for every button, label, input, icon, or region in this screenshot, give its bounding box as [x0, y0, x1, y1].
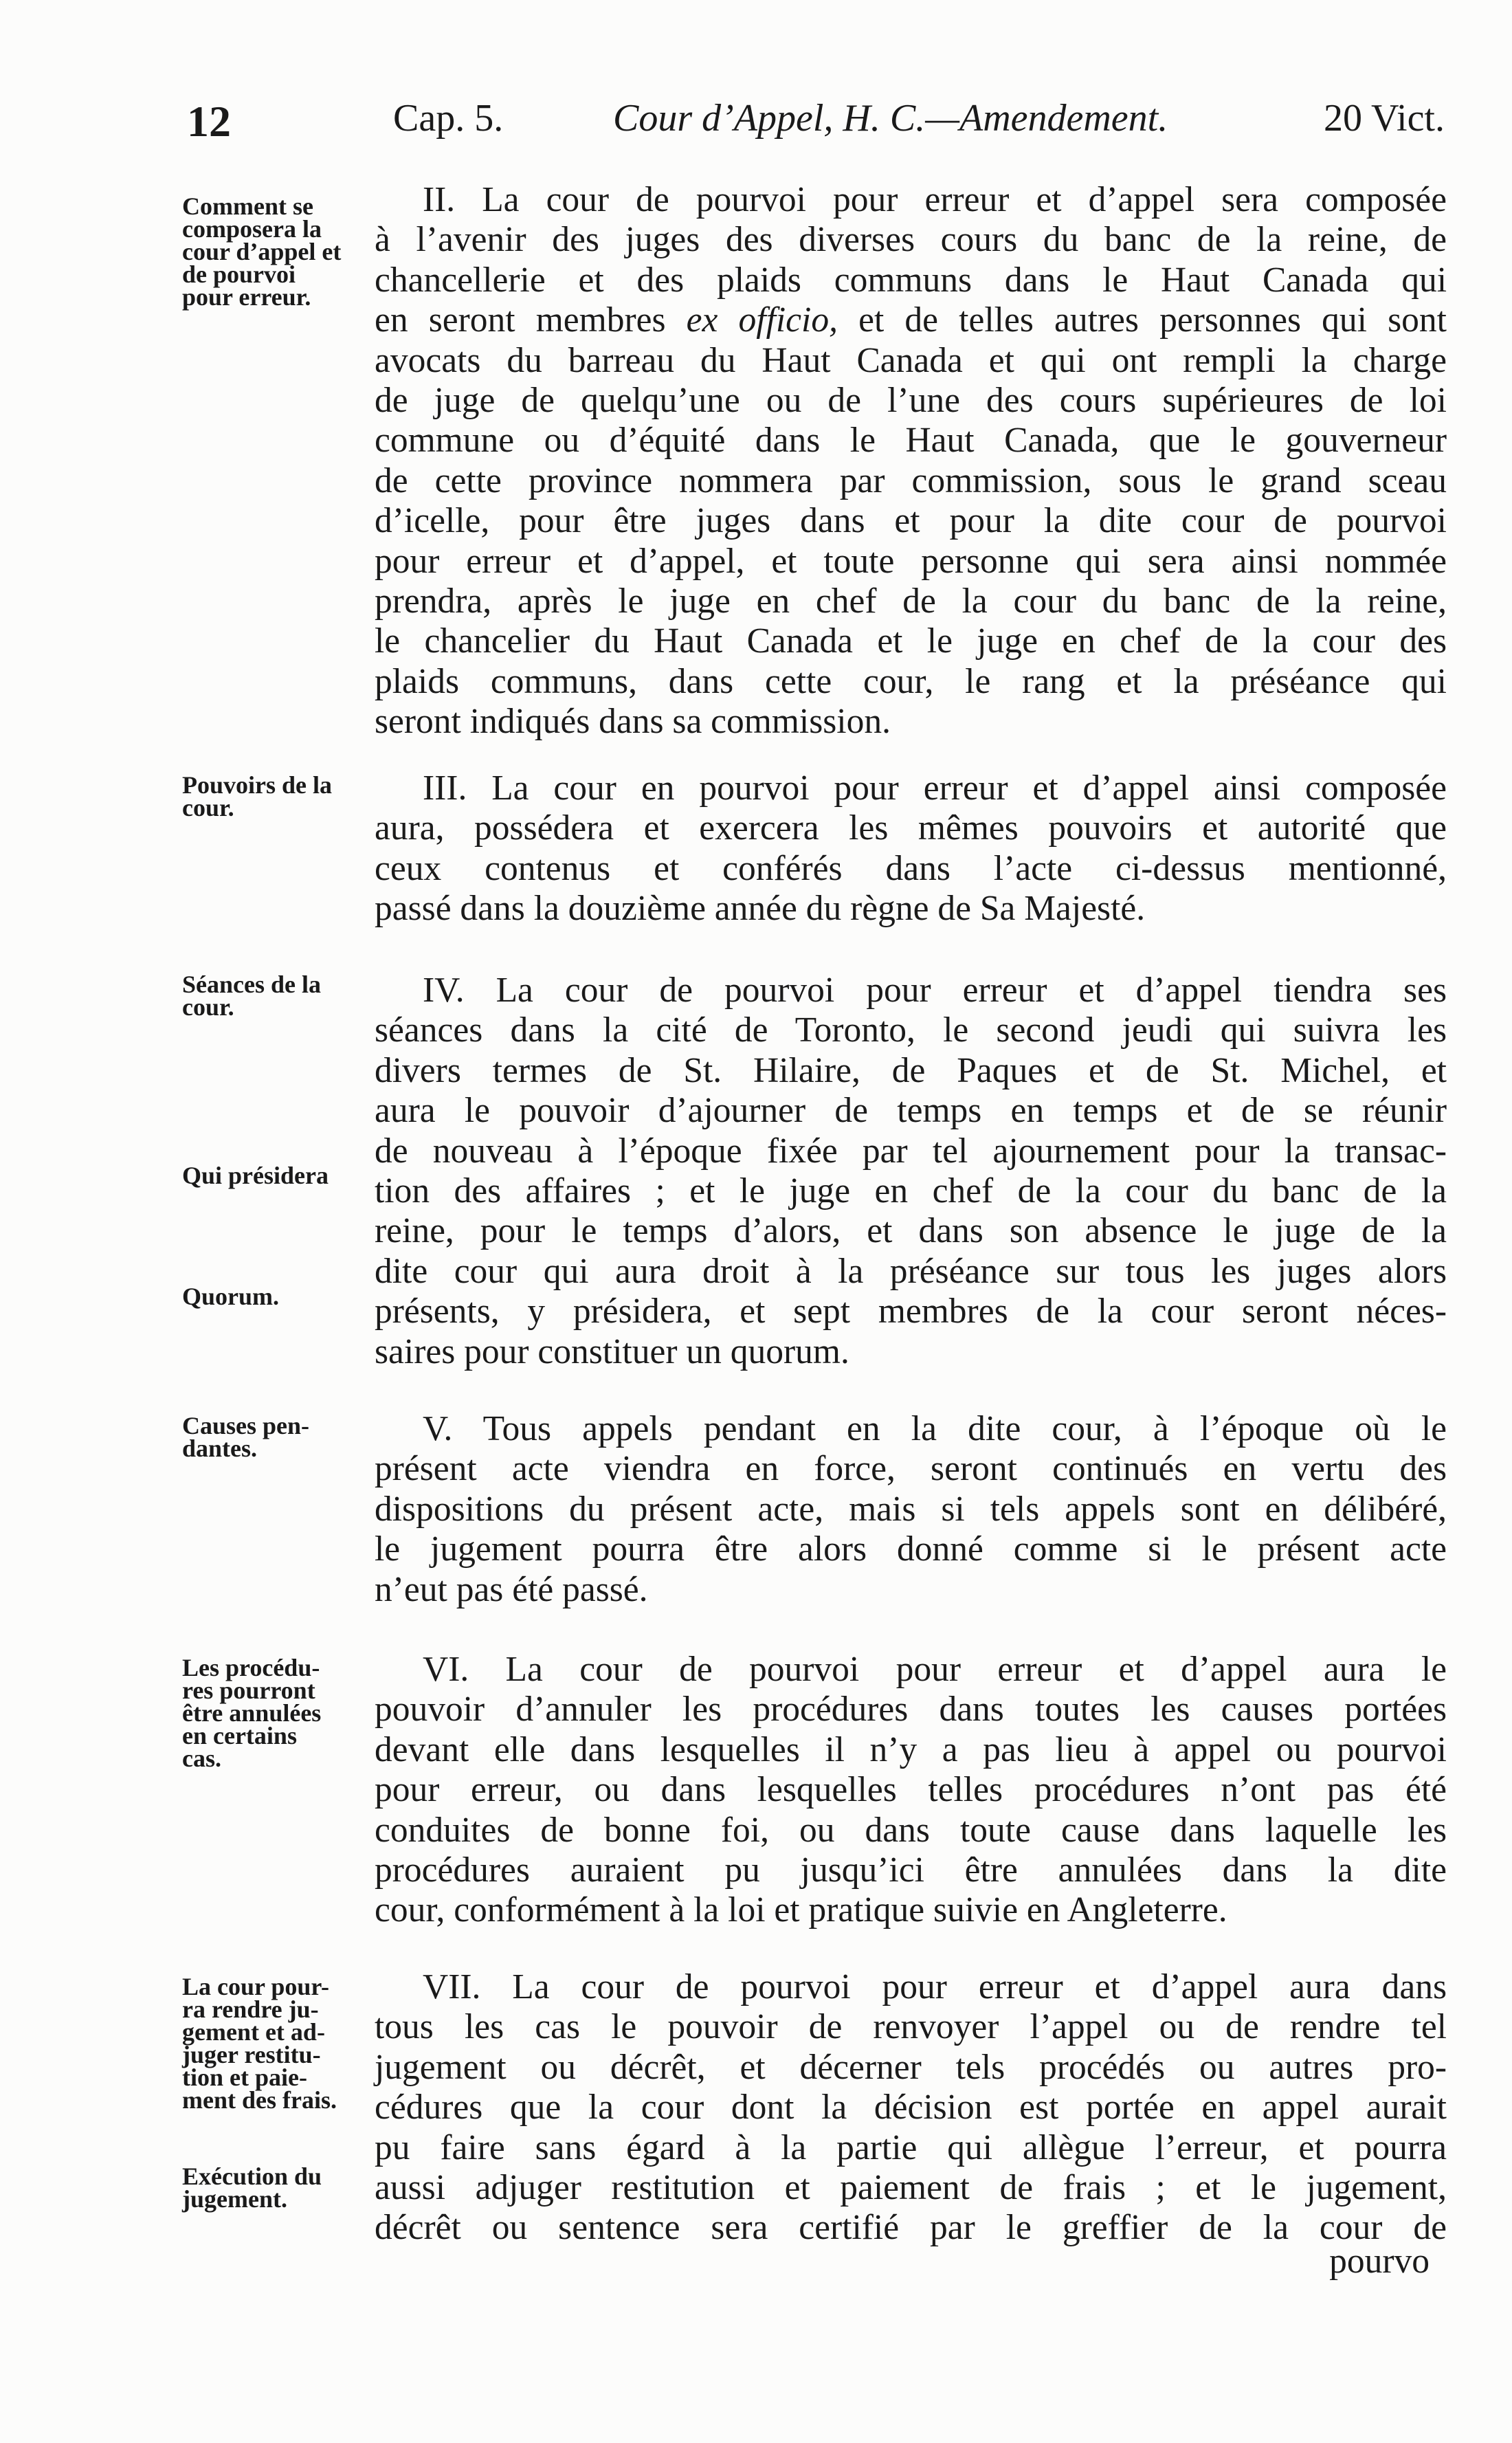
section-text [375, 971, 1447, 1372]
text-line: seront indiqués dans sa commission. [375, 702, 891, 742]
margin-note-line: juger restitu- [182, 2041, 321, 2068]
text-line: à l’avenir des juges des diverses cours du banc de la reine, de [375, 220, 1447, 260]
text-line: pouvoir d’annuler les procédures dans toutes les causes portées [375, 1690, 1447, 1729]
margin-note-line: Causes pen- [182, 1412, 310, 1439]
margin-note-line: cour. [182, 794, 234, 821]
italic-phrase: ex officio, [686, 300, 838, 340]
margin-note-line: pour erreur. [182, 283, 311, 311]
text-line: séances dans la cité de Toronto, le second jeudi qui suivra les [375, 1010, 1447, 1050]
text-line: VI. La cour de pourvoi pour erreur et d’appel aura le [423, 1650, 1447, 1689]
margin-note-line: tion et paie- [182, 2064, 307, 2091]
text-line: III. La cour en pourvoi pour erreur et d’appel ainsi composée [423, 769, 1447, 808]
text-line: divers termes de St. Hilaire, de Paques et de St. Michel, et [375, 1050, 1447, 1090]
text-line: tion des affaires ; et le juge en chef de la cour du banc de la [375, 1171, 1447, 1211]
section-text [375, 180, 1447, 742]
margin-note [182, 2165, 381, 2211]
margin-note-line: de pourvoi [182, 261, 296, 288]
section-text [375, 1967, 1447, 2248]
text-line: VII. La cour de pourvoi pour erreur et d’appel aura dans [423, 1967, 1447, 2007]
text-line: de cette province nommera par commission, sous le grand sceau [375, 461, 1447, 500]
margin-note-line: Quorum. [182, 1283, 280, 1310]
running-header [187, 96, 1445, 151]
margin-note-line: dantes. [182, 1435, 258, 1462]
text-line: passé dans la douzième année du règne de Sa Majesté. [375, 889, 1146, 929]
text-line: procédures auraient pu jusqu’ici être annulées dans la dite [375, 1850, 1447, 1890]
margin-note-line: res pourront [182, 1677, 315, 1704]
text-line: devant elle dans lesquelles il n’y a pas lieu à appel ou pourvoi [375, 1729, 1447, 1769]
margin-note [182, 1285, 381, 1308]
margin-note [182, 1164, 381, 1187]
text-line: conduites de bonne foi, ou dans toute cause dans laquelle les [375, 1810, 1447, 1850]
text-line: reine, pour le temps d’alors, et dans son absence le juge de la [375, 1211, 1447, 1251]
text-line: le chancelier du Haut Canada et le juge en chef de la cour des [375, 621, 1447, 661]
text-line: commune ou d’équité dans le Haut Canada, que le gouverneur [375, 421, 1447, 461]
text-line: cédures que la cour dont la décision est portée en appel aurait [375, 2088, 1447, 2127]
page-number: 12 [187, 97, 231, 146]
text-line: pour erreur, ou dans lesquelles telles procédures n’ont pas été [375, 1770, 1447, 1810]
margin-note-line: Séances de la [182, 971, 321, 998]
margin-note-line: La cour pour- [182, 1973, 330, 2000]
text-line: dite cour qui aura droit à la préséance sur tous les juges alors [375, 1251, 1447, 1291]
margin-note-line: Les procédu- [182, 1654, 320, 1681]
margin-note-line: jugement. [182, 2185, 287, 2213]
text-line: cour, conformément à la loi et pratique suivie en Angleterre. [375, 1890, 1227, 1930]
running-title: Cour d’Appel, H. C.—Amendement. [613, 97, 1168, 140]
margin-note-line: gement et ad- [182, 2018, 325, 2046]
text-fragment: et de telles autres personnes qui sont [837, 300, 1447, 340]
margin-note-line: cour d’appel et [182, 238, 342, 265]
margin-note [182, 1973, 381, 2114]
margin-note-line: en certains [182, 1722, 297, 1749]
margin-note [182, 771, 381, 821]
section-text [375, 1409, 1447, 1610]
text-line: jugement ou décrêt, et décerner tels procédés ou autres pro- [375, 2047, 1447, 2087]
text-line: ceux contenus et conférés dans l’acte ci-dessus mentionné, [375, 848, 1447, 888]
text-line: décrêt ou sentence sera certifié par le greffier de la cour de [375, 2208, 1447, 2248]
margin-note-line: Comment se [182, 192, 313, 220]
text-line: V. Tous appels pendant en la dite cour, à l’époque où le [423, 1409, 1447, 1448]
text-line: présents, y présidera, et sept membres de la cour seront néces- [375, 1292, 1447, 1331]
margin-note-line: Pouvoirs de la [182, 771, 333, 799]
section-text [375, 1650, 1447, 1931]
margin-note [182, 1654, 381, 1772]
text-line: le jugement pourra être alors donné comme si le présent acte [375, 1529, 1447, 1569]
text-line: plaids communs, dans cette cour, le rang et la préséance qui [375, 661, 1447, 701]
text-line [375, 300, 1447, 340]
text-line: aura le pouvoir d’ajourner de temps en temps et de se réunir [375, 1091, 1447, 1131]
chapter-label: Cap. 5. [393, 97, 504, 140]
text-line: avocats du barreau du Haut Canada et qui ont rempli la charge [375, 340, 1447, 380]
margin-note-line: cas. [182, 1745, 221, 1772]
text-line: tous les cas le pouvoir de renvoyer l’appel ou de rendre tel [375, 2007, 1447, 2047]
text-line: saires pour constituer un quorum. [375, 1331, 849, 1371]
text-fragment: en seront membres [375, 300, 687, 340]
text-line: II. La cour de pourvoi pour erreur et d’appel sera composée [423, 180, 1447, 219]
margin-note [182, 1412, 381, 1462]
text-line: de nouveau à l’époque fixée par tel ajournement pour la transac- [375, 1131, 1447, 1171]
section-text [375, 769, 1447, 929]
text-line: n’eut pas été passé. [375, 1569, 648, 1609]
margin-note-line: Qui présidera [182, 1162, 329, 1189]
margin-note [182, 192, 381, 311]
margin-note-line: cour. [182, 993, 234, 1021]
text-line: de juge de quelqu’une ou de l’une des cours supérieures de loi [375, 381, 1447, 421]
margin-note-line: ra rendre ju- [182, 1996, 319, 2023]
text-line: pour erreur et d’appel, et toute personne qui sera ainsi nommée [375, 541, 1447, 581]
text-line: pu faire sans égard à la partie qui allègue l’erreur, et pourra [375, 2127, 1447, 2167]
margin-note-line: être annulées [182, 1699, 322, 1727]
catchword: pourvo [1329, 2242, 1430, 2281]
text-line: IV. La cour de pourvoi pour erreur et d’appel tiendra ses [423, 971, 1447, 1010]
margin-note-line: Exécution du [182, 2163, 322, 2190]
text-line: prendra, après le juge en chef de la cour du banc de la reine, [375, 582, 1447, 621]
text-line: dispositions du présent acte, mais si tels appels sont en délibéré, [375, 1489, 1447, 1529]
margin-note [182, 973, 381, 1019]
margin-note-line: composera la [182, 215, 322, 243]
text-line: présent acte viendra en force, seront continués en vertu des [375, 1449, 1447, 1489]
text-line: d’icelle, pour être juges dans et pour la dite cour de pourvoi [375, 501, 1447, 541]
text-line: aussi adjuger restitution et paiement de frais ; et le jugement, [375, 2168, 1447, 2208]
text-line: aura, possédera et exercera les mêmes pouvoirs et autorité que [375, 808, 1447, 848]
text-line: chancellerie et des plaids communs dans le Haut Canada qui [375, 260, 1447, 300]
regnal-year: 20 Vict. [1323, 97, 1445, 140]
margin-note-line: ment des frais. [182, 2086, 337, 2114]
